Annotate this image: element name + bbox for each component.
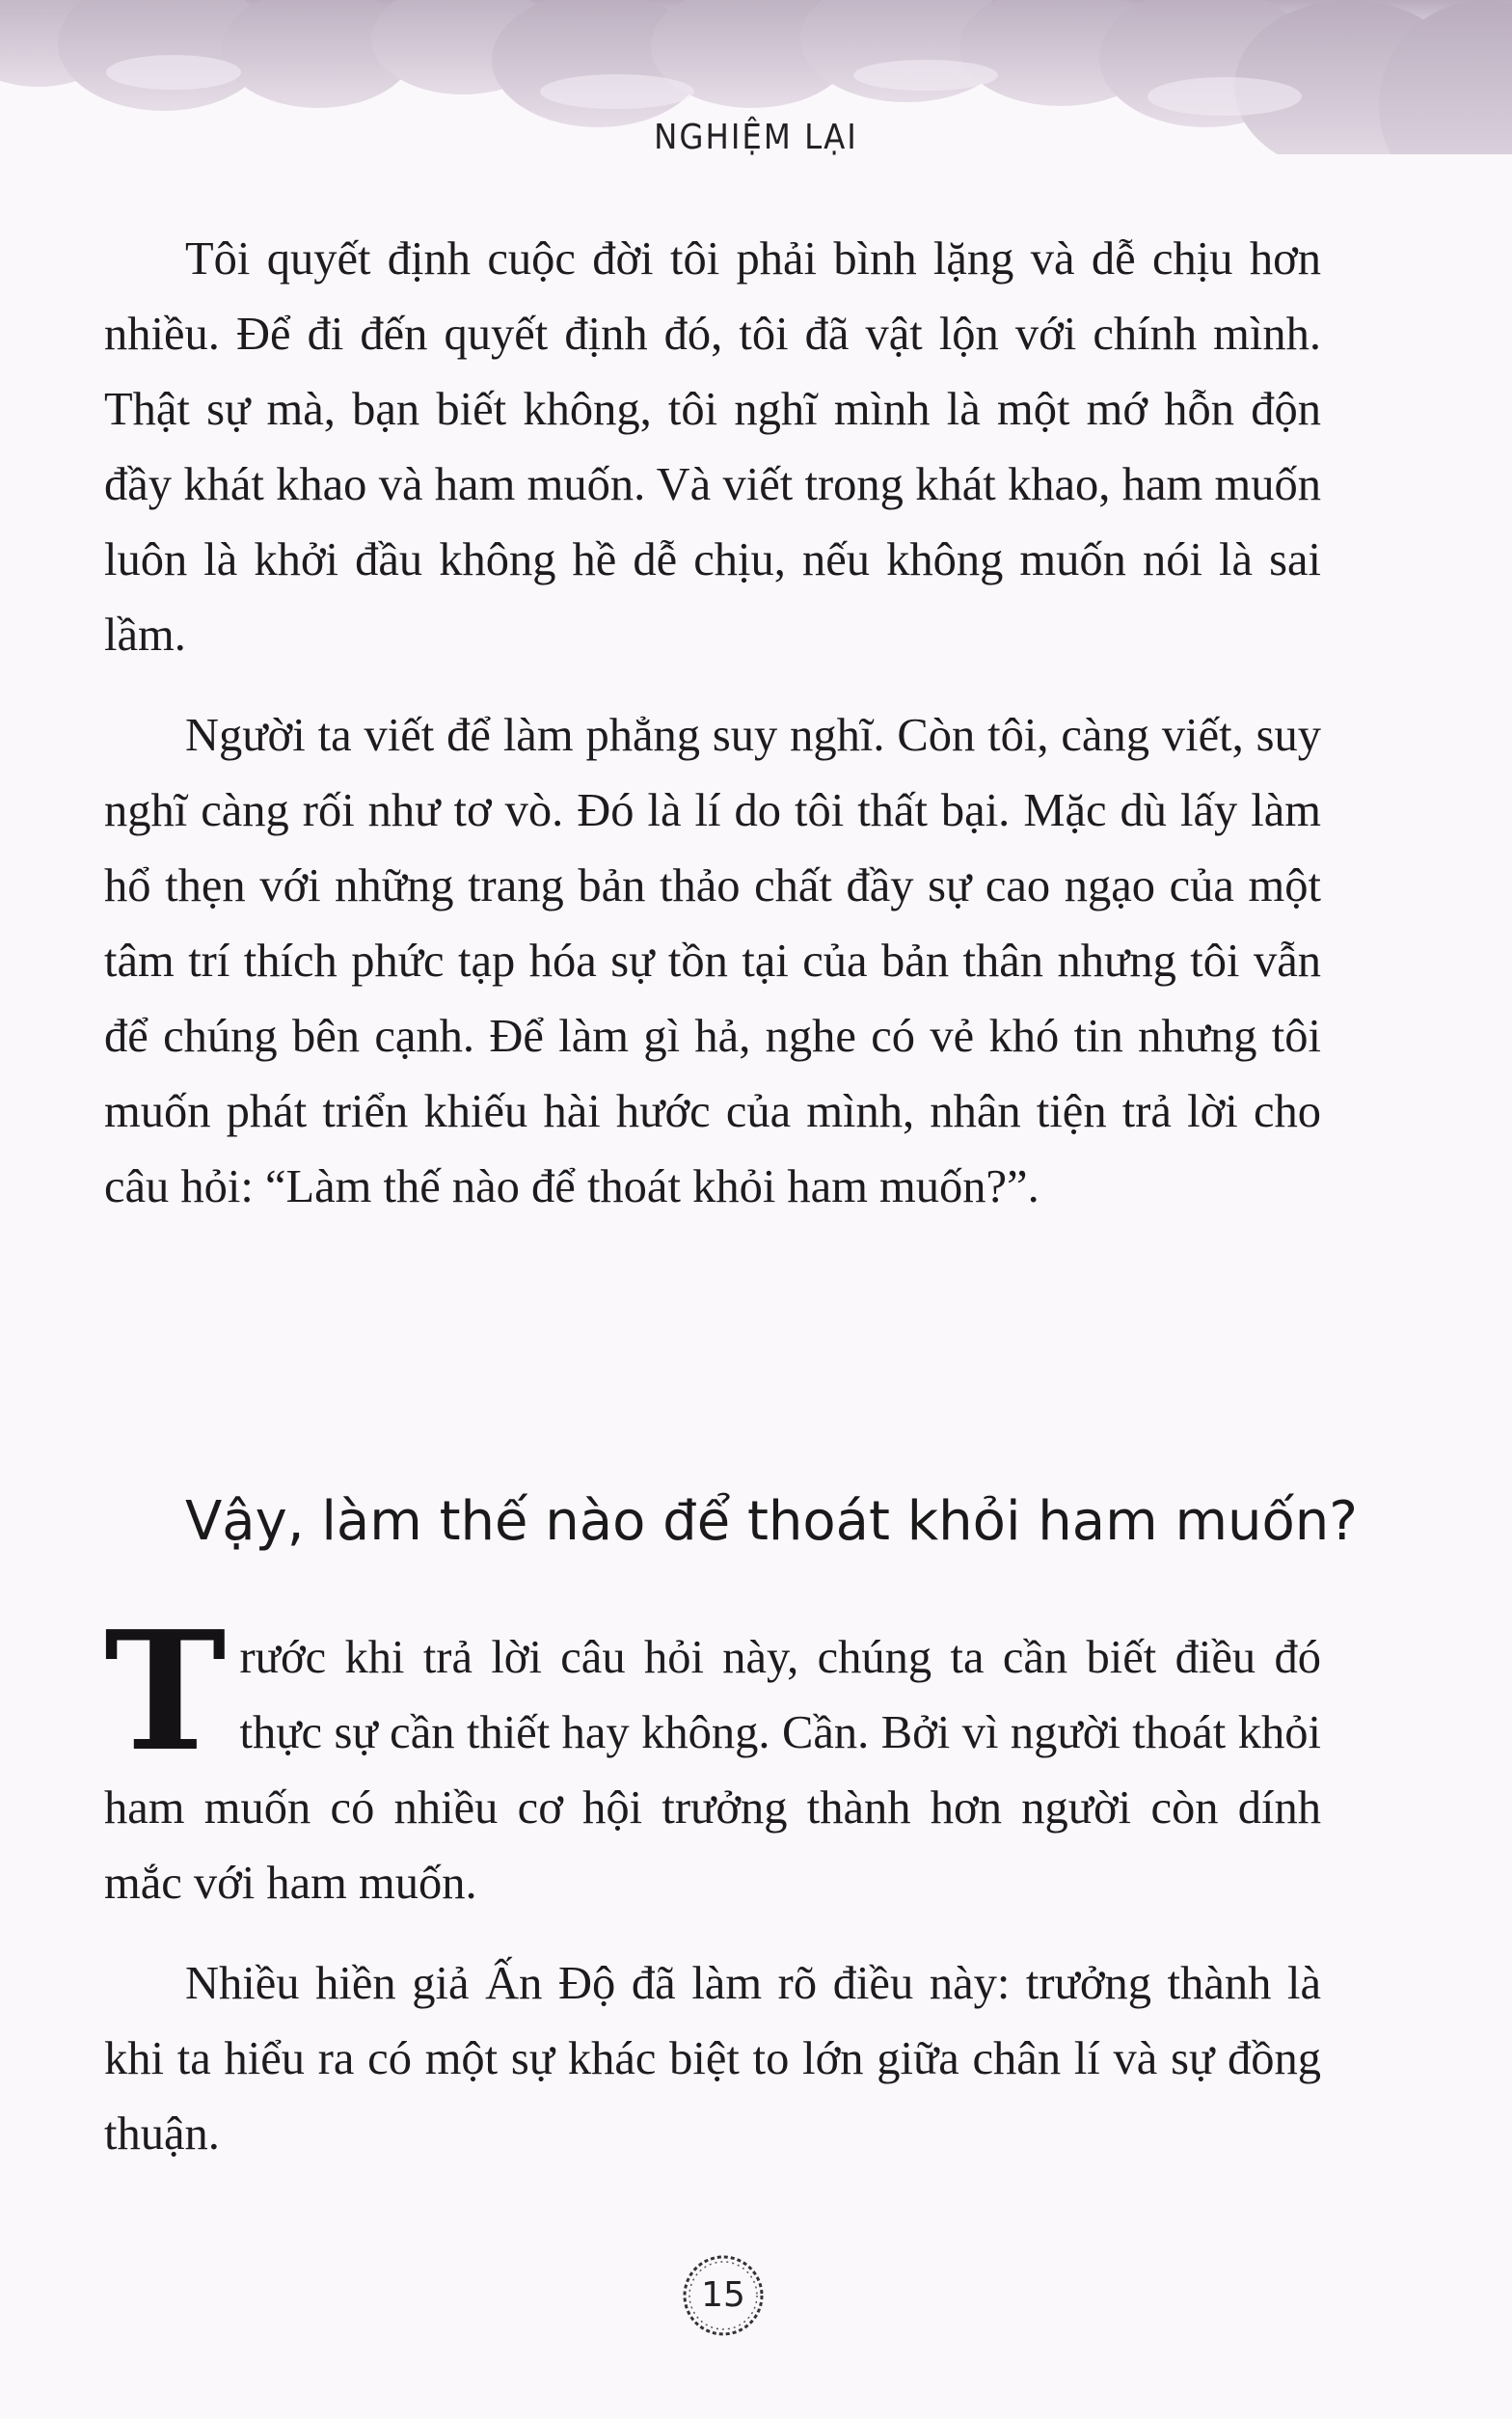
drop-cap: T (104, 1595, 227, 1788)
paragraph: Tôi quyết định cuộc đời tôi phải bình lặng và dễ chịu hơn nhiều. Để đi đến quyết định đó, tôi đã vật lộn với chính mình. Thật sự mà, bạn biết không, tôi nghĩ mình là một mớ hỗn độn đầy khát khao và ham muốn. Và viết trong khát khao, ham muốn luôn là khởi đầu không hề dễ chịu, nếu không muốn nói là sai lầm. (104, 233, 1321, 661)
body-text-section (104, 1595, 1321, 2172)
page-number: 15 (701, 2275, 745, 2315)
paragraph: Người ta viết để làm phẳng suy nghĩ. Còn tôi, càng viết, suy nghĩ càng rối như tơ vò. Đó là lí do tôi thất bại. Mặc dù lấy làm hổ thẹn với những trang bản thảo chất đầy sự cao ngạo của một tâm trí thích phức tạp hóa sự tồn tại của bản thân nhưng tôi vẫn để chúng bên cạnh. Để làm gì hả, nghe có vẻ khó tin nhưng tôi muốn phát triển khiếu hài hước của mình, nhân tiện trả lời cho câu hỏi: “Làm thế nào để thoát khỏi ham muốn?”. (104, 710, 1321, 1212)
paragraph: Nhiều hiền giả Ấn Độ đã làm rõ điều này: trưởng thành là khi ta hiểu ra có một sự khác biệt to lớn giữa chân lí và sự đồng thuận. (104, 1958, 1321, 2160)
body-text-top (104, 222, 1321, 1225)
section-heading: Vậy, làm thế nào để thoát khỏi ham muốn? (185, 1490, 1358, 1553)
paragraph-text: rước khi trả lời câu hỏi này, chúng ta cần biết điều đó thực sự cần thiết hay không. Cần. Bởi vì người thoát khỏi ham muốn có nhiều cơ hội trưởng thành hơn người còn dính mắc với ham muốn. (104, 1632, 1321, 1909)
page-number-ornament (675, 2247, 771, 2344)
paragraph-with-dropcap (104, 1595, 1321, 1921)
running-header: NGHIỆM LẠI (654, 118, 858, 157)
